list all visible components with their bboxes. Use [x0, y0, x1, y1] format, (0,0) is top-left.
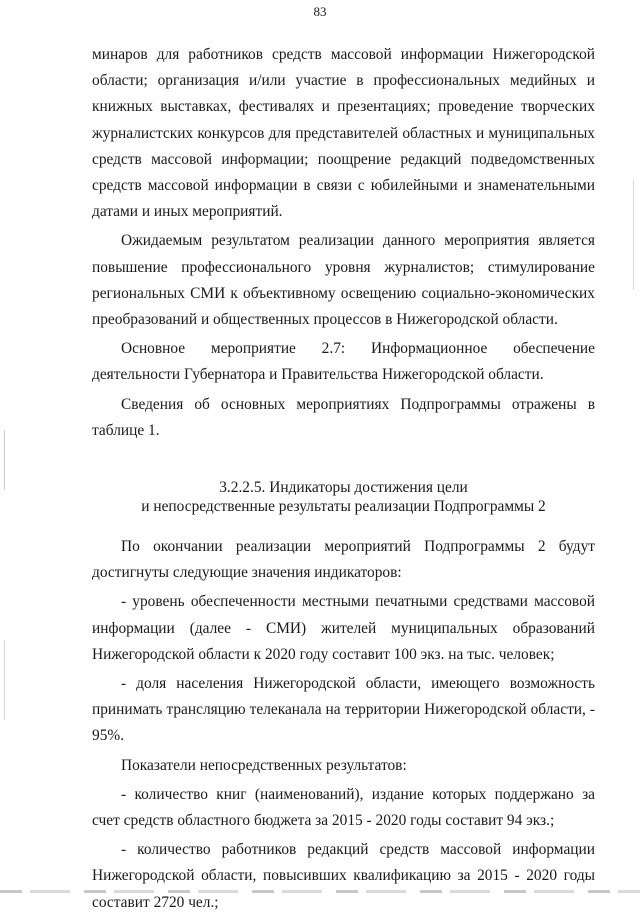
paragraph-table-reference: Сведения об основных мероприятиях Подпрограммы отражены в таблице 1. [92, 395, 595, 439]
paragraph-continuation: минаров для работников средств массовой информации Нижегородской области; организация и/или участие в профессиональных медийных и книжных выставках, фестивалях и презентациях; проведение творческих журналистских конкурсов для представителей областных и муниципальных средств массовой информации; поощрение редакций подведомственных средств массовой информации в связи с юбилейными и знаменательными датами и иных мероприятий. [92, 46, 595, 221]
paragraph-results-heading: Показатели непосредственных результатов: [121, 756, 407, 774]
document-body [92, 42, 595, 916]
paragraph-expected-result: Ожидаемым результатом реализации данного мероприятия является повышение профессионального уровня журналистов; стимулирование региональных СМИ к объективному освещению социально-экономических преобразований и общественных процессов в Нижегородской области. [92, 232, 595, 329]
paragraph-indicators-intro: По окончании реализации мероприятий Подпрограммы 2 будут достигнуты следующие значения индикаторов: [92, 538, 595, 582]
scan-edge-mark [633, 180, 634, 290]
page-number: 83 [313, 4, 327, 19]
section-heading [92, 478, 595, 516]
scan-bottom-edge [0, 890, 640, 893]
paragraph-main-activity-2-7: Основное мероприятие 2.7: Информационное обеспечение деятельности Губернатора и Правительства Нижегородской области. [92, 340, 595, 384]
list-item-result: - количество книг (наименований), издание которых поддержано за счет средств областного бюджета за 2015 - 2020 годы составит 94 экз.; [92, 785, 595, 830]
section-heading-line: и непосредственные результаты реализации Подпрограммы 2 [141, 498, 546, 516]
list-item-result: - количество работников редакций средств массовой информации Нижегородской области, повысивших квалификацию за 2015 - 2020 годы составит 2720 чел.; [92, 841, 595, 911]
section-heading-line: 3.2.2.5. Индикаторы достижения цели [219, 479, 468, 497]
list-item-indicator: - доля населения Нижегородской области, имеющего возможность принимать трансляцию телеканала на территории Нижегородской области, - 95%. [92, 675, 595, 745]
scan-edge-mark [4, 430, 5, 490]
list-item-indicator: - уровень обеспеченности местными печатными средствами массовой информации (далее - СМИ) жителей муниципальных образований Нижегородской области к 2020 году составит 100 экз. на тыс. человек; [92, 593, 595, 663]
scan-edge-mark [4, 640, 5, 720]
